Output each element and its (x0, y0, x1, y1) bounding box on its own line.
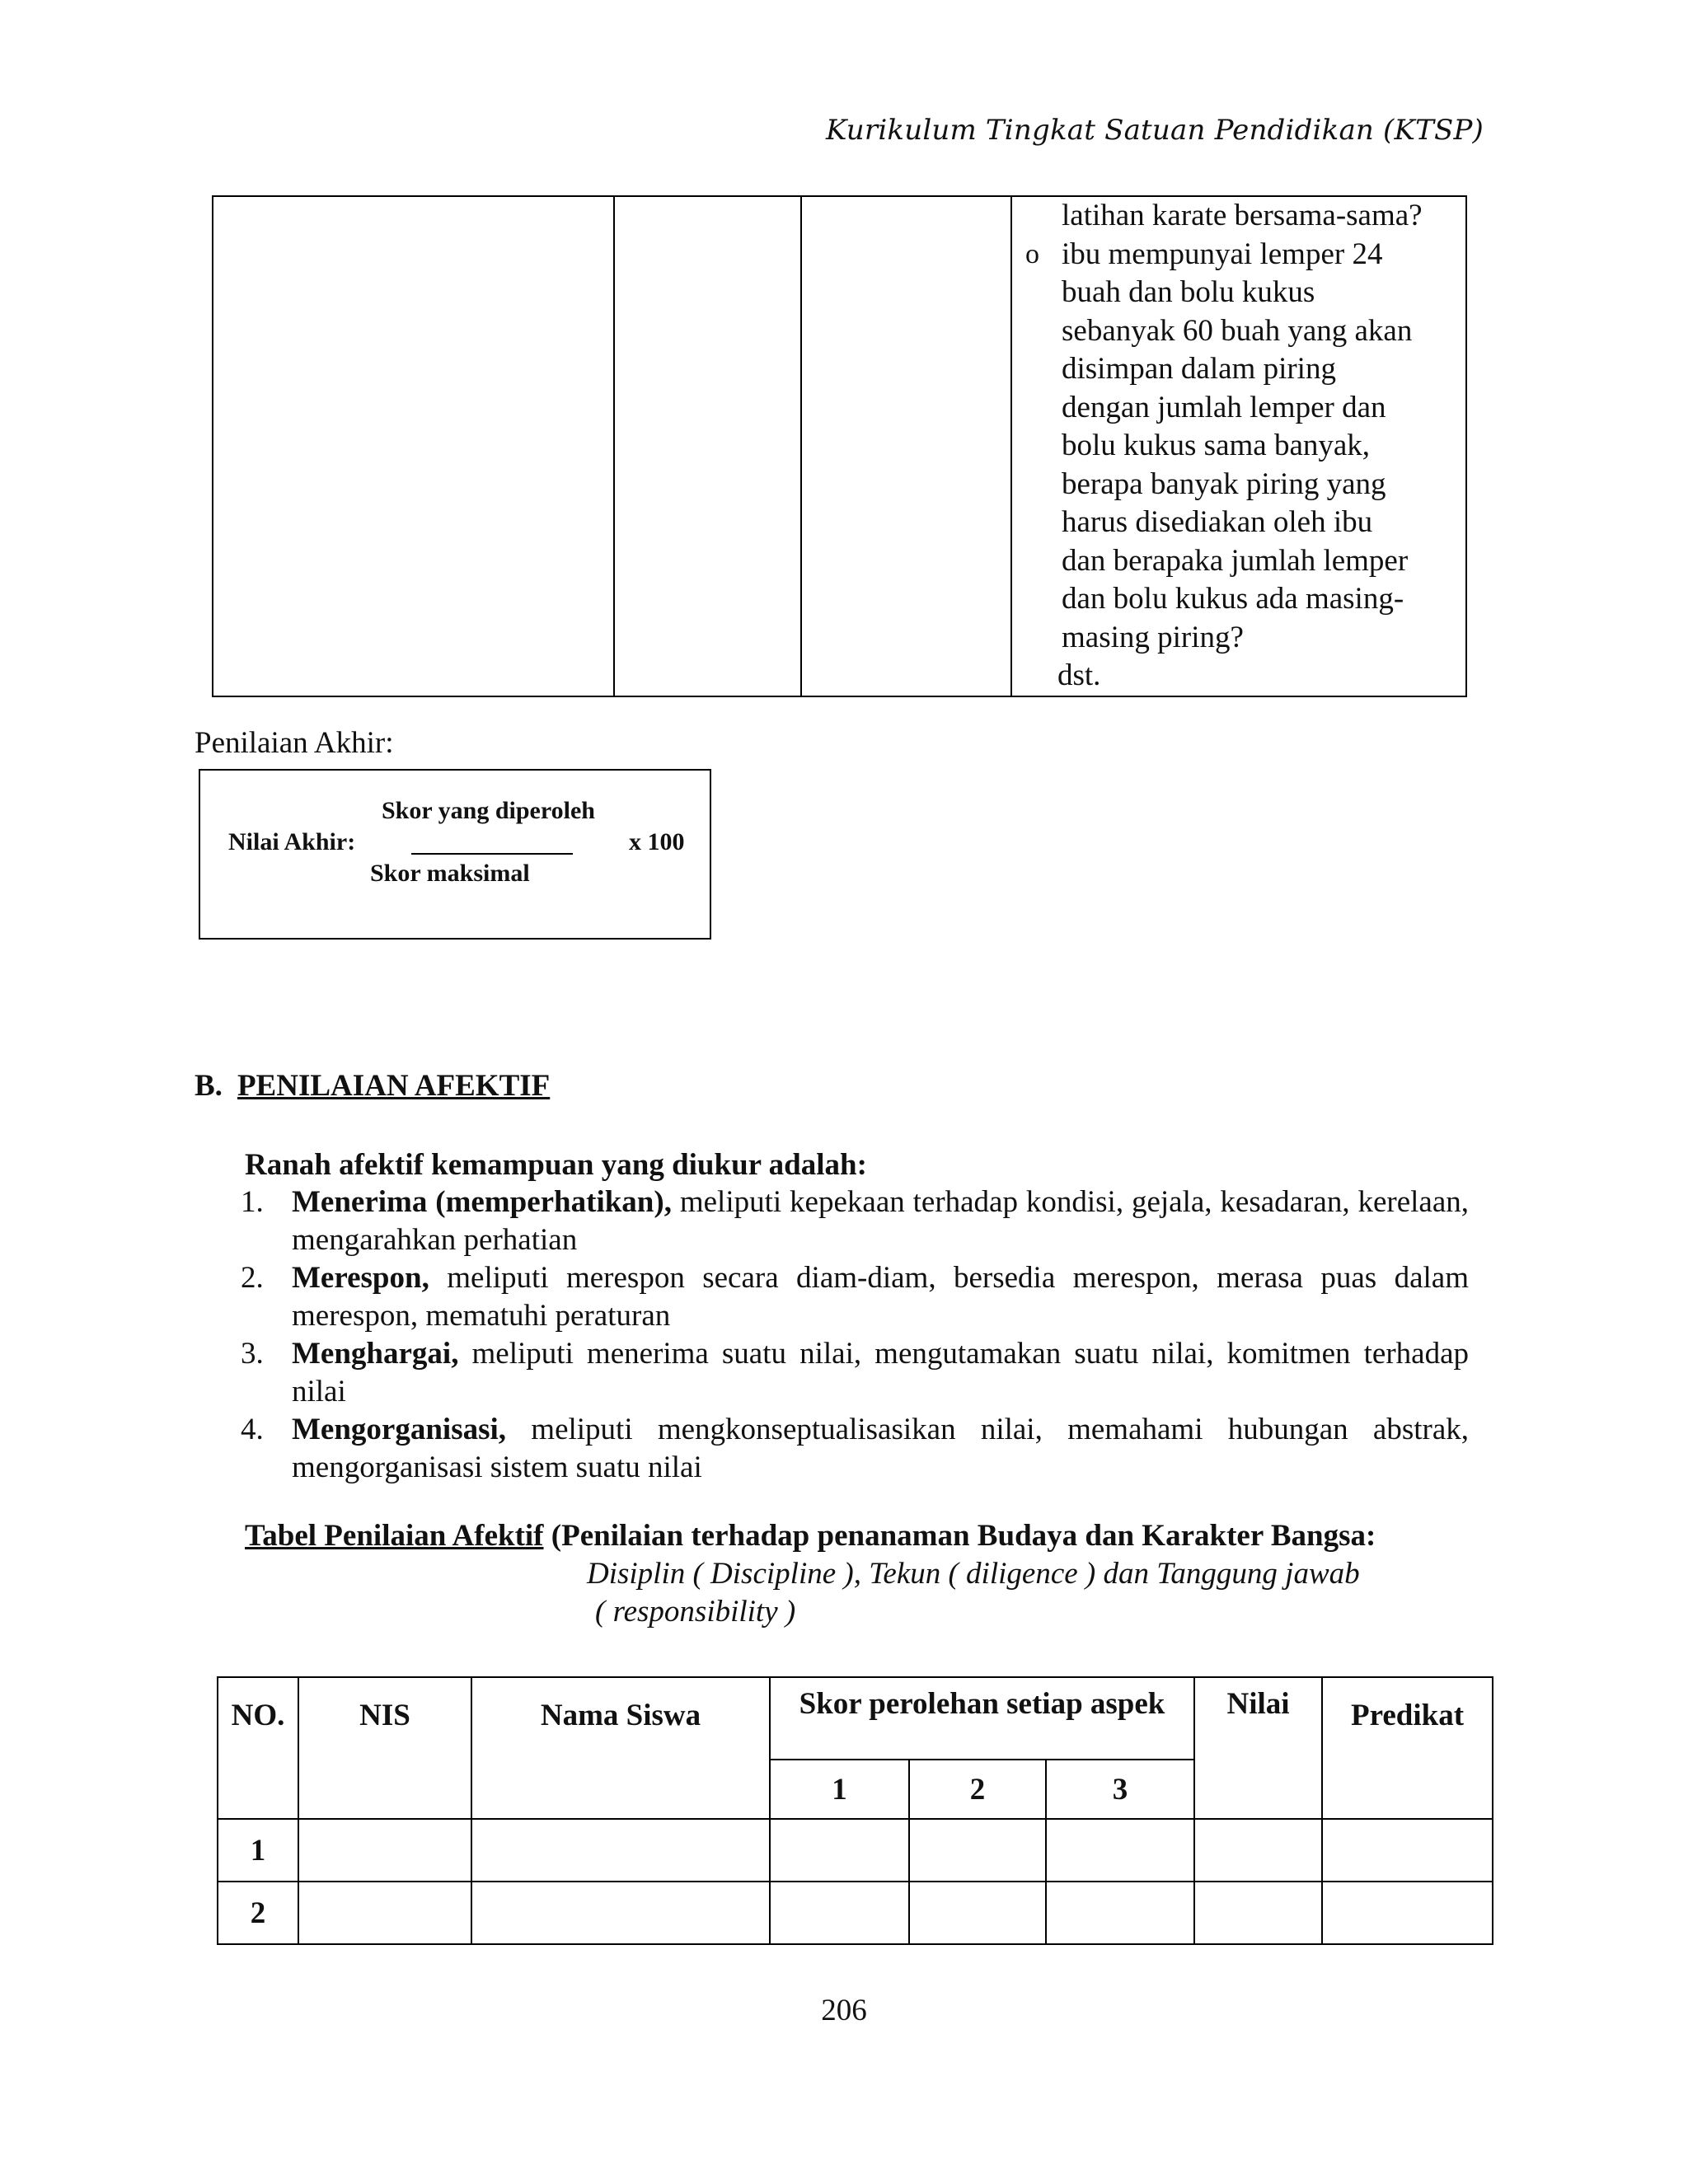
question-line: bolu kukus sama banyak, (1062, 429, 1371, 462)
fraction-line (411, 853, 573, 855)
tabel-subtitle: Disiplin ( Discipline ), Tekun ( diligence ) dan Tanggung jawab (587, 1557, 1360, 1591)
list-term: Menghargai, (292, 1337, 459, 1371)
question-line: berapa banyak piring yang (1062, 466, 1386, 501)
list-item (241, 1411, 1469, 1487)
formula-box (199, 769, 711, 940)
header-skor: Skor perolehan setiap aspek (770, 1677, 1194, 1760)
ranah-list (241, 1183, 1469, 1487)
formula-denominator: Skor maksimal (370, 860, 530, 887)
table-cell[interactable] (1194, 1819, 1322, 1882)
header-nilai: Nilai (1194, 1677, 1322, 1819)
table-cell[interactable] (909, 1882, 1046, 1944)
list-number: 2. (241, 1261, 264, 1295)
afektif-table (217, 1676, 1493, 1945)
header-no: NO. (218, 1677, 298, 1819)
section-title: PENILAIAN AFEKTIF (237, 1069, 551, 1103)
list-item (241, 1183, 1469, 1259)
table-cell[interactable] (1194, 1882, 1322, 1944)
table-row (218, 1882, 1493, 1944)
header-nama-siswa: Nama Siswa (471, 1677, 770, 1819)
formula-numerator: Skor yang diperoleh (382, 797, 595, 824)
list-item (241, 1259, 1469, 1335)
header-aspek-2: 2 (909, 1760, 1046, 1819)
header-aspek-1: 1 (770, 1760, 909, 1819)
question-line: dengan jumlah lemper dan (1062, 390, 1386, 424)
running-header: Kurikulum Tingkat Satuan Pendidikan (KTSP) (825, 114, 1484, 147)
row-number: 2 (218, 1882, 298, 1944)
header-nis: NIS (298, 1677, 471, 1819)
table-cell (213, 196, 614, 696)
list-number: 1. (241, 1185, 264, 1219)
table-cell[interactable] (909, 1819, 1046, 1882)
list-item (241, 1335, 1469, 1411)
list-number: 3. (241, 1337, 264, 1371)
list-text: meliputi mengkonseptualisasikan nilai, memahami hubungan abstrak, mengorganisasi sistem suatu nilai (292, 1413, 1469, 1484)
ranah-title: Ranah afektif kemampuan yang diukur adalah: (245, 1148, 867, 1182)
section-heading (195, 1068, 550, 1104)
question-end: dst. (1057, 658, 1101, 692)
tabel-subtitle: ( responsibility ) (595, 1595, 796, 1629)
table-cell[interactable] (1322, 1882, 1493, 1944)
list-term: Mengorganisasi, (292, 1413, 507, 1446)
question-cell (1011, 196, 1466, 696)
table-cell[interactable] (471, 1819, 770, 1882)
table-cell[interactable] (1046, 1819, 1194, 1882)
question-line: disimpan dalam piring (1062, 352, 1336, 386)
table-cell[interactable] (770, 1819, 909, 1882)
table-cell[interactable] (770, 1882, 909, 1944)
list-term: Merespon, (292, 1261, 429, 1295)
tabel-title (245, 1518, 1376, 1554)
list-text: meliputi menerima suatu nilai, mengutamakan suatu nilai, komitmen terhadap nilai (292, 1337, 1469, 1408)
section-letter: B. (195, 1069, 223, 1103)
table-cell[interactable] (1046, 1882, 1194, 1944)
list-term: Menerima (memperhatikan), (292, 1185, 672, 1219)
formula-label: Nilai Akhir: (228, 828, 356, 855)
question-line: dan bolu kukus ada masing- (1062, 582, 1404, 616)
table-cell[interactable] (298, 1819, 471, 1882)
header-predikat: Predikat (1322, 1677, 1493, 1819)
table-cell (801, 196, 1011, 696)
penilaian-akhir-label: Penilaian Akhir: (195, 726, 394, 760)
bullet-icon: o (1025, 238, 1039, 269)
tabel-title-underlined: Tabel Penilaian Afektif (245, 1519, 544, 1553)
list-number: 4. (241, 1413, 264, 1446)
header-aspek-3: 3 (1046, 1760, 1194, 1819)
question-line: ibu mempunyai lemper 24 (1062, 237, 1383, 271)
question-line: buah dan bolu kukus (1062, 275, 1315, 309)
question-line: sebanyak 60 buah yang akan (1062, 313, 1413, 348)
page-number: 206 (821, 1994, 867, 2027)
list-text: meliputi kepekaan terhadap kondisi, gejala, kesadaran, kerelaan, mengarahkan perhatian (292, 1185, 1469, 1257)
table-cell[interactable] (471, 1882, 770, 1944)
question-line: masing piring? (1062, 620, 1244, 654)
list-text: meliputi merespon secara diam-diam, bersedia merespon, merasa puas dalam merespon, mematuhi peraturan (292, 1261, 1469, 1333)
formula-multiplier: x 100 (629, 828, 685, 855)
continued-table (212, 195, 1467, 697)
question-line: latihan karate bersama-sama? (1062, 199, 1423, 232)
question-line: dan berapaka jumlah lemper (1062, 543, 1409, 578)
tabel-title-rest: (Penilaian terhadap penanaman Budaya dan Karakter Bangsa: (543, 1519, 1376, 1553)
table-cell (614, 196, 801, 696)
table-cell[interactable] (1322, 1819, 1493, 1882)
table-cell[interactable] (298, 1882, 471, 1944)
question-line: harus disediakan oleh ibu (1062, 505, 1373, 539)
row-number: 1 (218, 1819, 298, 1882)
table-row (218, 1819, 1493, 1882)
